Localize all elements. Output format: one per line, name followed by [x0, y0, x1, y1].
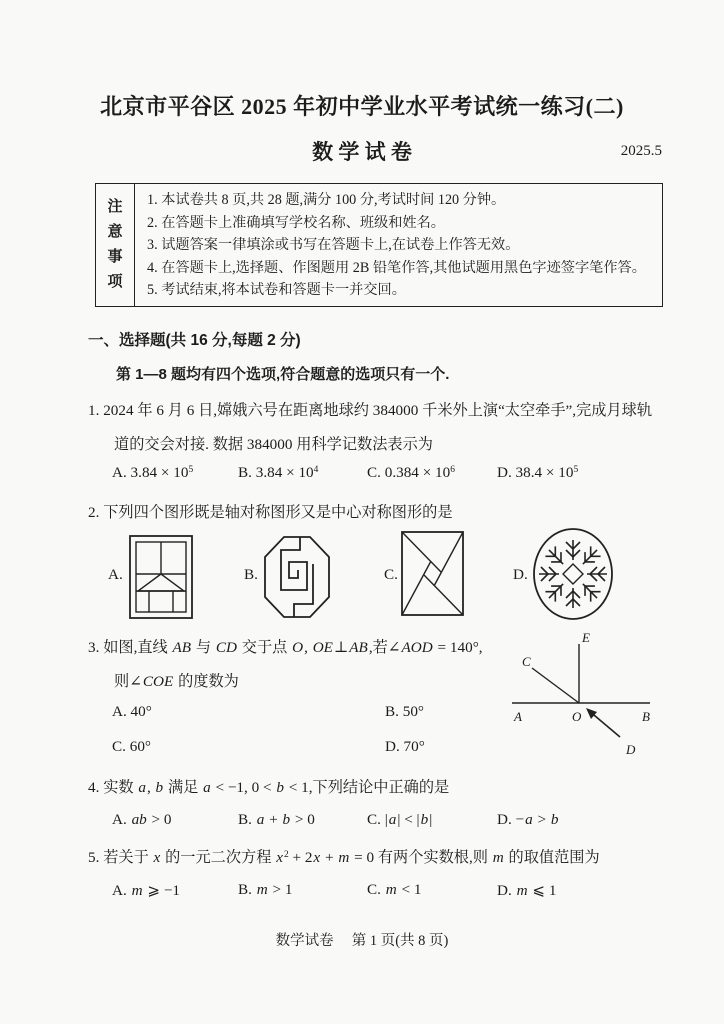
q3-line2: 则∠COE 的度数为: [114, 673, 239, 690]
q5-option-d: D. m ⩽ 1: [497, 882, 557, 899]
notice-item: 3. 试题答案一律填涂或书写在答题卡上,在试卷上作答无效。: [147, 237, 520, 254]
q3-point-label-e: E: [582, 630, 590, 645]
q2-text: 2. 下列四个图形既是轴对称图形又是中心对称图形的是: [88, 504, 453, 521]
notice-label-char: 注: [107, 199, 123, 215]
notice-label-char: 项: [107, 274, 123, 290]
q1-line2: 道的交会对接. 数据 384000 用科学记数法表示为: [114, 436, 433, 453]
q3-point-label-c: C: [522, 654, 531, 669]
q2-figure-label-d: D.: [513, 566, 528, 583]
q3-point-label-o: O: [572, 709, 582, 724]
paper-subject-title: 数 学 试 卷: [312, 140, 412, 164]
q2-figure-label-c: C.: [384, 566, 398, 583]
notice-item: 1. 本试卷共 8 页,共 28 题,满分 100 分,考试时间 120 分钟。: [147, 192, 506, 208]
q5-option-b: B. m > 1: [238, 881, 293, 898]
q1-option-b: B. $3.84 \times 10^4$: [238, 464, 319, 481]
q1-option-c: C. $0.384 \times 10^6$: [367, 464, 455, 481]
q1-option-d: D. $38.4 \times 10^5$: [497, 464, 579, 481]
q3-point-label-d: D: [626, 742, 636, 757]
notice-item: 4. 在答题卡上,选择题、作图题用 2B 铅笔作答,其他试题用黑色字迹签字笔作答。: [147, 259, 646, 276]
q4-option-b: B. a + b > 0: [238, 811, 315, 828]
notice-label-char: 事: [107, 249, 123, 265]
paper-date: 2025.5: [620, 143, 662, 159]
q2-figure-label-a: A.: [108, 566, 123, 583]
q3-option-c: C. 60°: [112, 738, 151, 755]
notice-label-char: 意: [107, 224, 123, 240]
q2-figure-b-spiral-octagon: [262, 532, 332, 622]
section-heading: 一、选择题(共 16 分,每题 2 分): [88, 332, 301, 349]
q1-option-a: A. $3.84 \times 10^5$: [112, 464, 194, 481]
notice-box: [95, 183, 663, 307]
q1-line1: 1. 2024 年 6 月 6 日,嫦娥六号在距离地球约 384000 千米外上演“太空牵手”,完成月球轨: [88, 402, 653, 419]
q3-point-label-b: B: [642, 709, 650, 724]
q3-option-a: A. 40°: [112, 703, 152, 720]
q4-text: 4. 实数 a, b 满足 a < −1, 0 < b < 1,下列结论中正确的是: [88, 779, 450, 796]
q2-figure-d-snowflake-circle: [531, 526, 615, 622]
q3-option-d: D. 70°: [385, 738, 425, 755]
section-note: 第 1—8 题均有四个选项,符合题意的选项只有一个.: [116, 366, 450, 383]
q2-figure-a-window-pattern: [128, 534, 194, 620]
notice-item: 5. 考试结束,将本试卷和答题卡一并交回。: [147, 282, 406, 299]
q4-option-d: D. −a > b: [497, 811, 559, 828]
q3-point-label-a: A: [514, 709, 522, 724]
q4-option-a: A. ab > 0: [112, 811, 172, 828]
page-title: 北京市平谷区 2025 年初中学业水平考试统一练习(二): [100, 94, 624, 119]
q5-text: 5. 若关于 x 的一元二次方程 $x^2 + 2x + m = 0$ 有两个实数根,则 m 的取值范围为: [88, 849, 600, 866]
q3-line1: 3. 如图,直线 AB 与 CD 交于点 O, OE⊥AB,若∠AOD = 140°,: [88, 639, 483, 656]
q2-figure-c-pinwheel-square: [400, 530, 466, 618]
q2-figure-label-b: B.: [244, 566, 258, 583]
page-footer: 数学试卷 第 1 页(共 8 页): [275, 933, 449, 949]
q3-intersecting-lines-figure: [502, 626, 664, 760]
notice-items: [135, 184, 662, 306]
q4-option-c: C. |a| < |b|: [367, 811, 433, 828]
q5-option-c: C. m < 1: [367, 881, 422, 898]
notice-item: 2. 在答题卡上准确填写学校名称、班级和姓名。: [147, 214, 445, 231]
notice-label: [96, 184, 135, 306]
q3-option-b: B. 50°: [385, 703, 424, 720]
q5-option-a: A. m ⩾ −1: [112, 882, 181, 899]
